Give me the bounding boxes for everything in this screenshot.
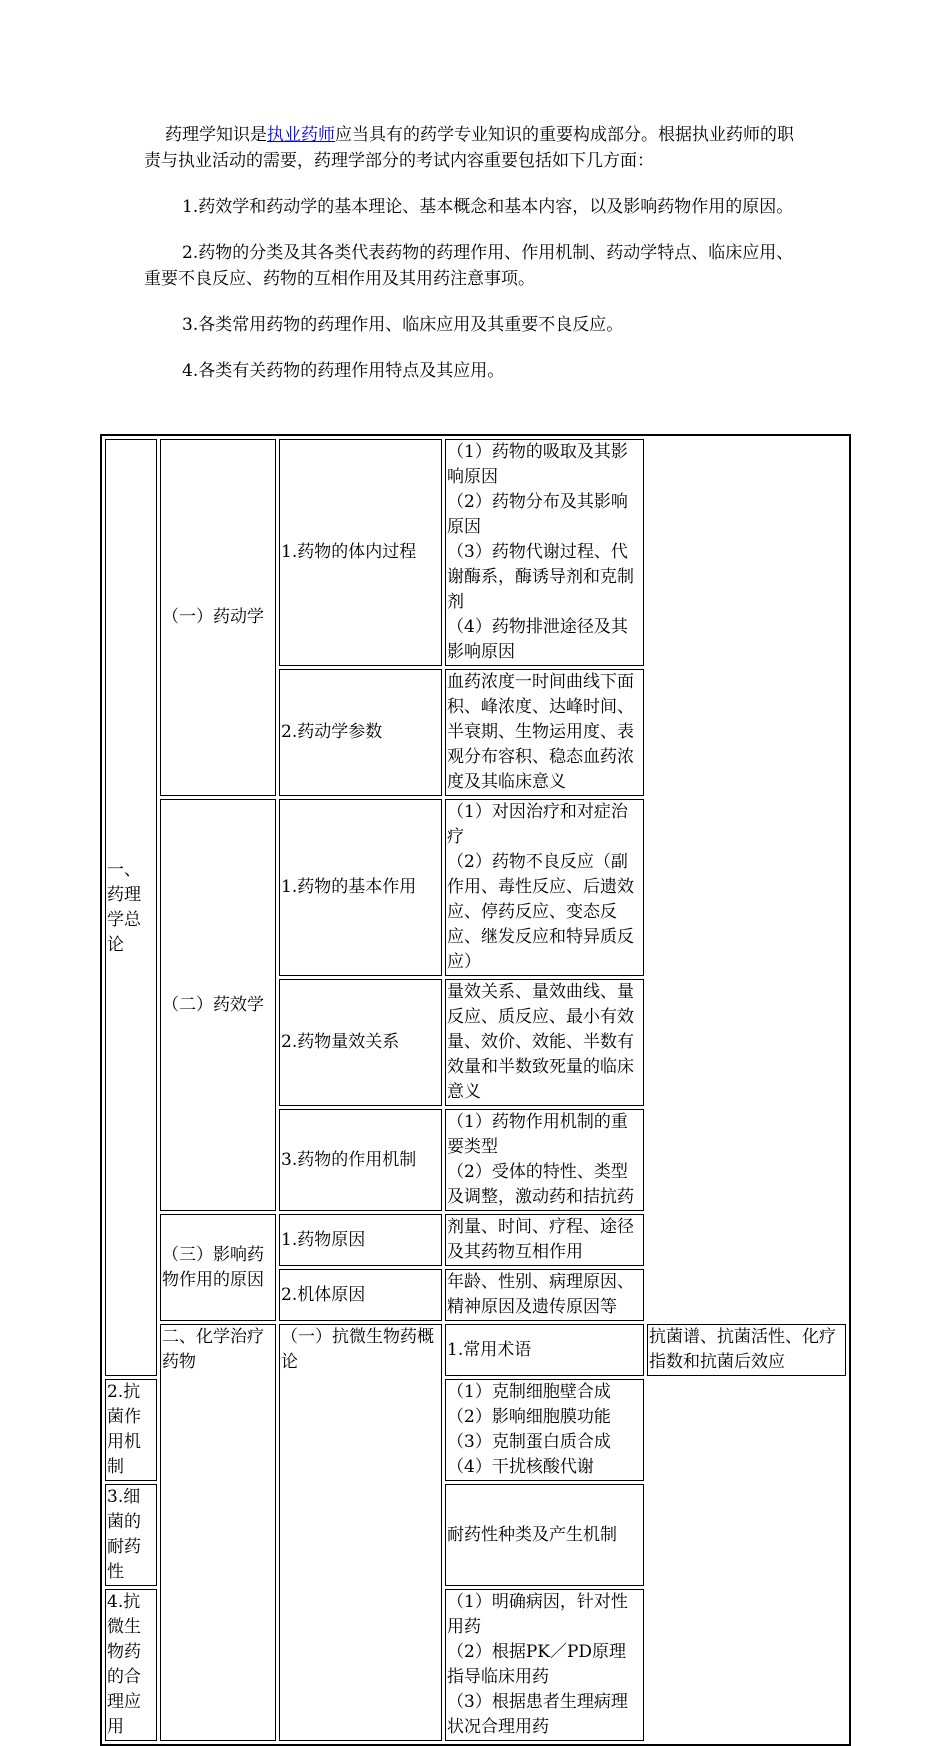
table-row (105, 1214, 846, 1266)
topic-cell: 3.细菌的耐药性 (105, 1484, 157, 1586)
unit-cell: 一、药理学总论 (105, 439, 157, 1376)
chapter-cell: （三）影响药物作用的原因 (160, 1214, 276, 1321)
detail-cell: 抗菌谱、抗菌活性、化疗指数和抗菌后效应 (647, 1324, 846, 1376)
syllabus-table (100, 434, 851, 1746)
chapter-cell: （二）药效学 (160, 799, 276, 1211)
chapter-cell: （一）药动学 (160, 439, 276, 796)
table-row (105, 439, 846, 666)
detail-cell: （1）明确病因，针对性用药 （2）根据PK／PD原理指导临床用药 （3）根据患者生理病理状况合理用药 (445, 1589, 644, 1741)
document-body (144, 122, 804, 404)
topic-cell: 1.常用术语 (445, 1324, 644, 1376)
link-licensed-pharmacist[interactable]: 执业药师 (267, 125, 335, 145)
topic-cell: 1.药物的体内过程 (279, 439, 442, 666)
detail-cell: 剂量、时间、疗程、途径及其药物互相作用 (445, 1214, 644, 1266)
detail-cell: （1）对因治疗和对症治疗 （2）药物不良反应（副作用、毒性反应、后遗效应、停药反应、变态反应、继发反应和特异质反应） (445, 799, 644, 976)
topic-cell: 1.药物原因 (279, 1214, 442, 1266)
intro-text-rest: 应当具有的药学专业知识的重要构成部分。根据执业药师的职责与执业活动的需要，药理学部分的考试内容重要包括如下几方面： (144, 125, 794, 171)
topic-cell: 3.药物的作用机制 (279, 1109, 442, 1211)
topic-cell: 2.药物量效关系 (279, 979, 442, 1106)
detail-cell: 年龄、性别、病理原因、精神原因及遗传原因等 (445, 1269, 644, 1321)
intro-text: 药理学知识是 (165, 125, 267, 145)
detail-cell: （1）克制细胞壁合成 （2）影响细胞膜功能 （3）克制蛋白质合成 （4）干扰核酸代谢 (445, 1379, 644, 1481)
topic-cell: 2.药动学参数 (279, 669, 442, 796)
table-row (105, 799, 846, 976)
detail-cell: （1）药物作用机制的重要类型 （2）受体的特性、类型及调整，激动药和拮抗药 (445, 1109, 644, 1211)
unit-cell: 二、化学治疗药物 (160, 1324, 276, 1741)
detail-cell: 量效关系、量效曲线、量反应、质反应、最小有效量、效价、效能、半数有效量和半数致死量的临床意义 (445, 979, 644, 1106)
detail-cell: 耐药性种类及产生机制 (445, 1484, 644, 1586)
table-row (105, 1324, 846, 1376)
exam-item-4: 4.各类有关药物的药理作用特点及其应用。 (182, 361, 505, 381)
exam-item-3: 3.各类常用药物的药理作用、临床应用及其重要不良反应。 (182, 315, 624, 335)
chapter-cell: （一）抗微生物药概论 (279, 1324, 442, 1741)
detail-cell: 血药浓度一时间曲线下面积、峰浓度、达峰时间、半衰期、生物运用度、表观分布容积、稳态血药浓度及其临床意义 (445, 669, 644, 796)
exam-item-1: 1.药效学和药动学的基本理论、基本概念和基本内容，以及影响药物作用的原因。 (182, 197, 794, 217)
topic-cell: 4.抗微生物药的合理应用 (105, 1589, 157, 1741)
topic-cell: 1.药物的基本作用 (279, 799, 442, 976)
topic-cell: 2.抗菌作用机制 (105, 1379, 157, 1481)
intro-paragraph (144, 122, 804, 174)
detail-cell: （1）药物的吸取及其影响原因 （2）药物分布及其影响原因 （3）药物代谢过程、代谢酶系，酶诱导剂和克制剂 （4）药物排泄途径及其影响原因 (445, 439, 644, 666)
exam-item-2: 2.药物的分类及其各类代表药物的药理作用、作用机制、药动学特点、临床应用、重要不良反应、药物的互相作用及其用药注意事项。 (144, 243, 794, 289)
topic-cell: 2.机体原因 (279, 1269, 442, 1321)
